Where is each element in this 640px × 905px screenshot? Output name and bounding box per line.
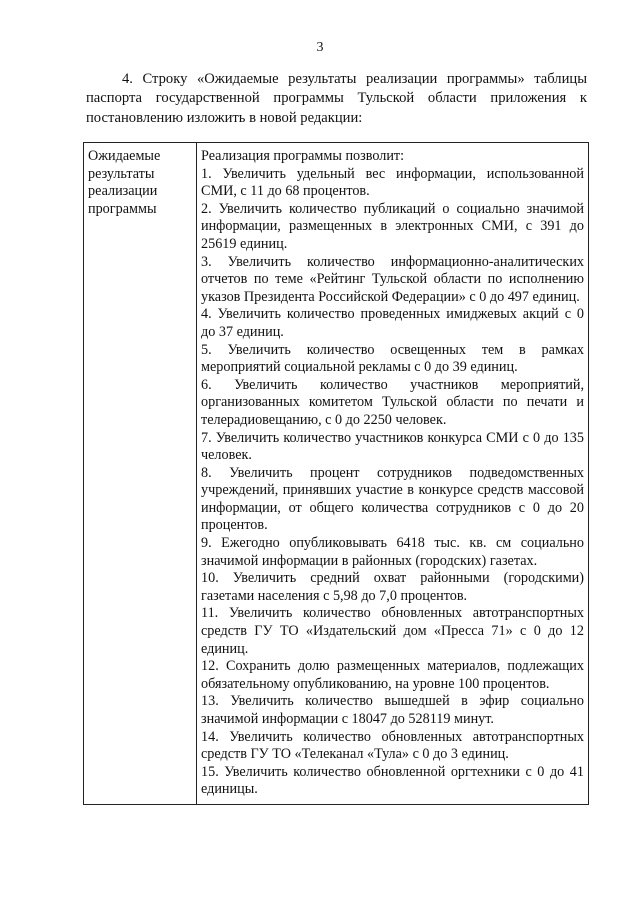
result-item: 6. Увеличить количество участников мероприятий, организованных комитетом Тульской области по печати и телерадиовещанию, с 0 до 2250 человек. xyxy=(201,376,584,428)
result-item: 13. Увеличить количество вышедшей в эфир социально значимой информации с 18047 до 528119 минут. xyxy=(201,693,584,727)
page-number: 3 xyxy=(316,40,324,55)
result-item: 12. Сохранить долю размещенных материалов, подлежащих обязательному опубликованию, на уровне 100 процентов. xyxy=(201,658,584,692)
intro-paragraph: 4. Строку «Ожидаемые результаты реализации программы» таблицы паспорта государственной программы Тульской области приложения к постановлению изложить в новой редакции: xyxy=(86,71,587,126)
result-item: 3. Увеличить количество информационно-аналитических отчетов по теме «Рейтинг Тульской области по исполнению указов Президента Российской Федерации» с 0 до 497 единиц. xyxy=(201,253,584,305)
result-item: 15. Увеличить количество обновленной оргтехники с 0 до 41 единицы. xyxy=(201,763,584,798)
result-item: 4. Увеличить количество проведенных имиджевых акций с 0 до 37 единиц. xyxy=(201,306,584,340)
table-row xyxy=(84,143,589,805)
result-item: 8. Увеличить процент сотрудников подведомственных учреждений, принявших участие в конкурсе средств массовой информации, от общего количества сотрудников с 0 до 20 процентов. xyxy=(201,464,584,534)
row-label-cell: Ожидаемые результаты реализации программы xyxy=(84,143,197,805)
result-item: 9. Ежегодно опубликовывать 6418 тыс. кв. см социально значимой информации в районных (городских) газетах. xyxy=(201,535,584,569)
result-item: 7. Увеличить количество участников конкурса СМИ с 0 до 135 человек. xyxy=(201,429,584,464)
result-item: 2. Увеличить количество публикаций о социально значимой информации, размещенных в электронных СМИ, с 391 до 25619 единиц. xyxy=(201,200,584,252)
row-content-cell xyxy=(197,143,589,805)
results-lead: Реализация программы позволит: xyxy=(201,148,405,164)
result-item: 5. Увеличить количество освещенных тем в рамках мероприятий социальной рекламы с 0 до 39 единиц. xyxy=(201,341,584,376)
result-item: 14. Увеличить количество обновленных автотранспортных средств ГУ ТО «Телеканал «Тула» с 0 до 3 единиц. xyxy=(201,728,584,763)
passport-table xyxy=(83,142,589,805)
result-item: 11. Увеличить количество обновленных автотранспортных средств ГУ ТО «Издательский дом «Пресса 71» с 0 до 12 единиц. xyxy=(201,605,584,657)
result-item: 10. Увеличить средний охват районными (городскими) газетами населения с 5,98 до 7,0 процентов. xyxy=(201,570,584,604)
result-item: 1. Увеличить удельный вес информации, использованной СМИ, с 11 до 68 процентов. xyxy=(201,165,584,200)
